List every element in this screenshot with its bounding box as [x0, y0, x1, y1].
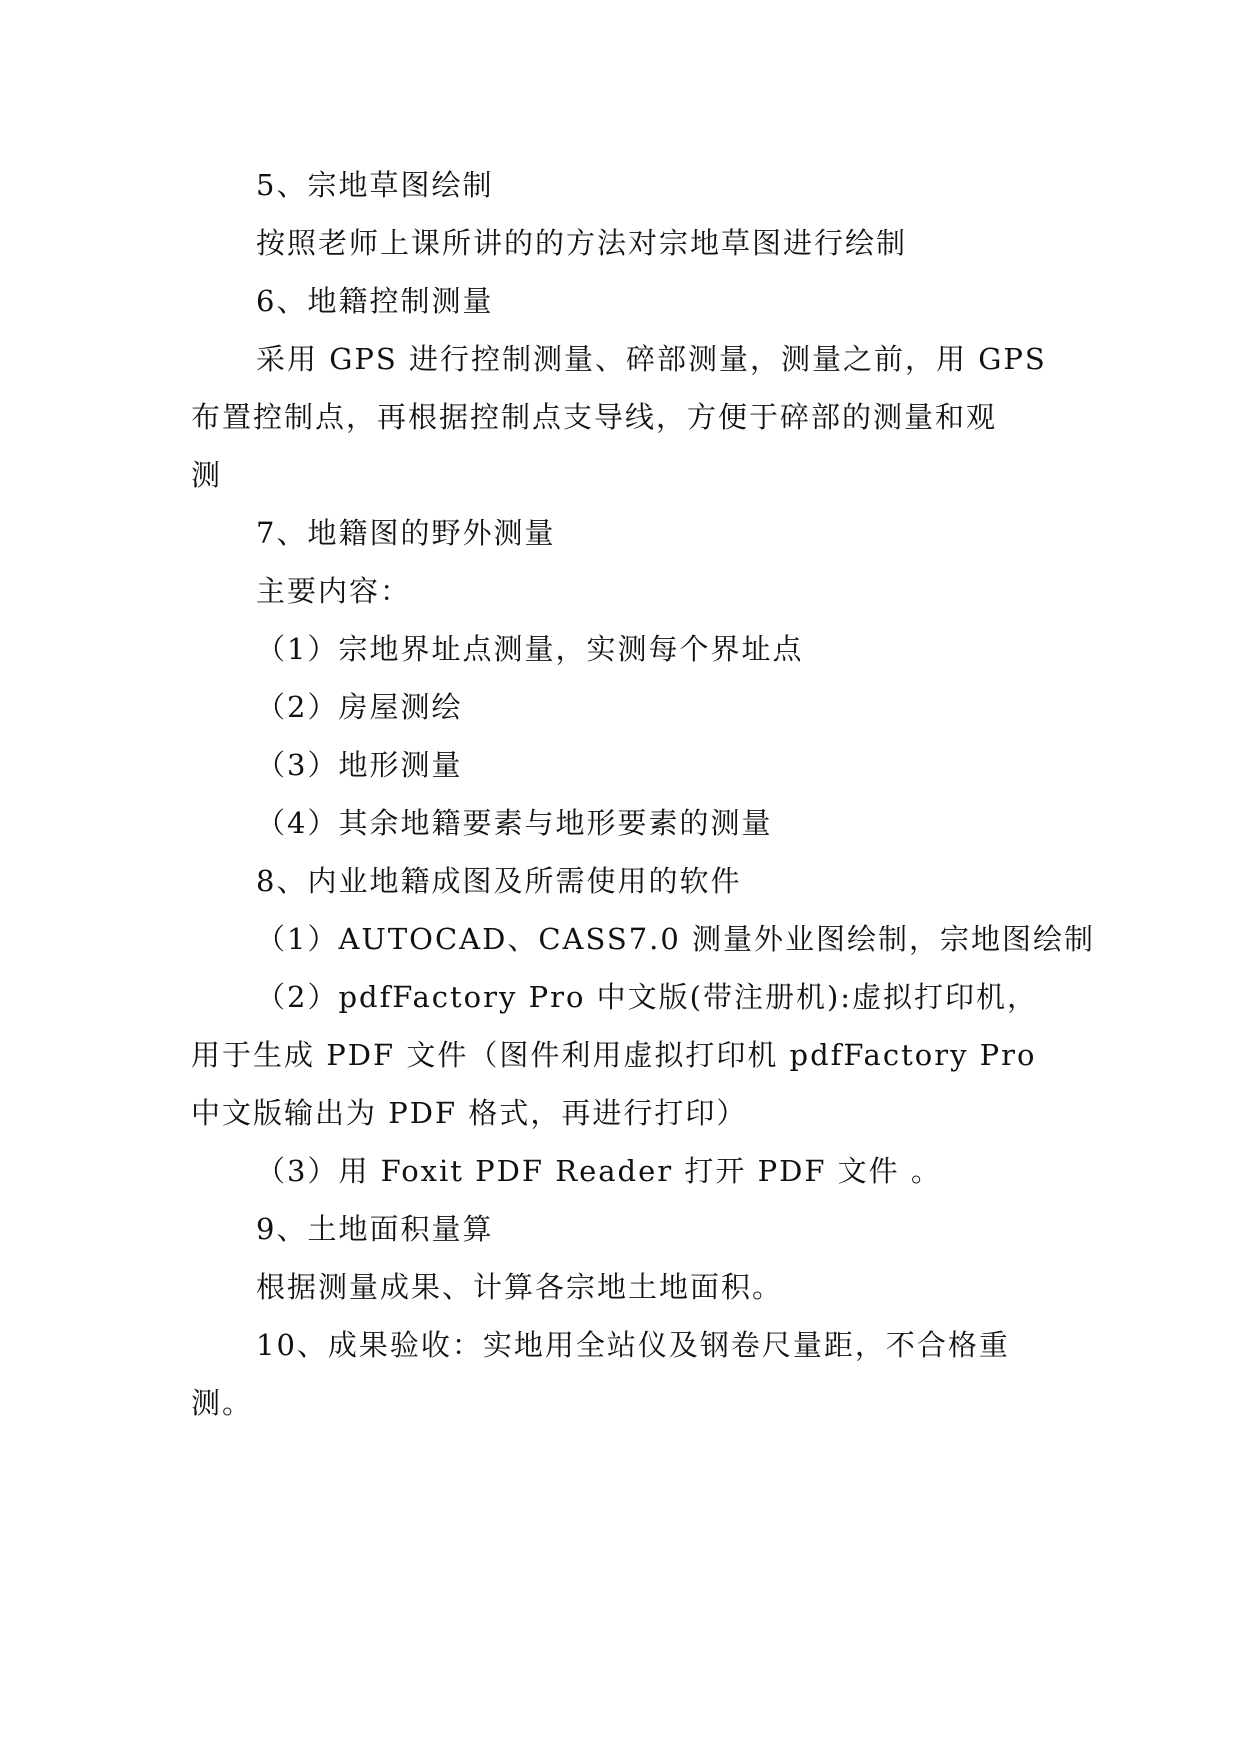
- section-heading-5: 5、宗地草图绘制: [256, 168, 494, 202]
- section-heading-10: 10、成果验收：实地用全站仪及钢卷尺量距，不合格重: [256, 1328, 1010, 1362]
- section-heading-9: 9、土地面积量算: [256, 1212, 494, 1246]
- list-item: （4）其余地籍要素与地形要素的测量: [256, 806, 773, 840]
- list-item: （3）用 Foxit PDF Reader 打开 PDF 文件 。: [256, 1154, 942, 1188]
- list-item: （1）宗地界址点测量，实测每个界址点: [256, 632, 804, 666]
- paragraph-line: 测: [191, 458, 223, 492]
- section-heading-8: 8、内业地籍成图及所需使用的软件: [256, 864, 742, 898]
- list-item: （2）房屋测绘: [256, 690, 463, 724]
- section-heading-7: 7、地籍图的野外测量: [256, 516, 556, 550]
- list-item: （1）AUTOCAD、CASS7.0 测量外业图绘制，宗地图绘制: [256, 922, 1096, 956]
- paragraph-line: 测。: [191, 1386, 254, 1420]
- paragraph-line: 中文版输出为 PDF 格式，再进行打印）: [191, 1096, 748, 1130]
- list-item: （2）pdfFactory Pro 中文版(带注册机):虚拟打印机，: [256, 980, 1039, 1014]
- section-heading-6: 6、地籍控制测量: [256, 284, 494, 318]
- list-item: （3）地形测量: [256, 748, 463, 782]
- paragraph-line: 主要内容：: [256, 574, 412, 608]
- paragraph-line: 布置控制点，再根据控制点支导线，方便于碎部的测量和观: [191, 400, 998, 434]
- paragraph-line: 用于生成 PDF 文件（图件利用虚拟打印机 pdfFactory Pro: [191, 1038, 1037, 1072]
- paragraph-line: 采用 GPS 进行控制测量、碎部测量，测量之前，用 GPS: [256, 342, 1047, 376]
- paragraph-line: 按照老师上课所讲的的方法对宗地草图进行绘制: [256, 226, 908, 260]
- paragraph-line: 根据测量成果、计算各宗地土地面积。: [256, 1270, 784, 1304]
